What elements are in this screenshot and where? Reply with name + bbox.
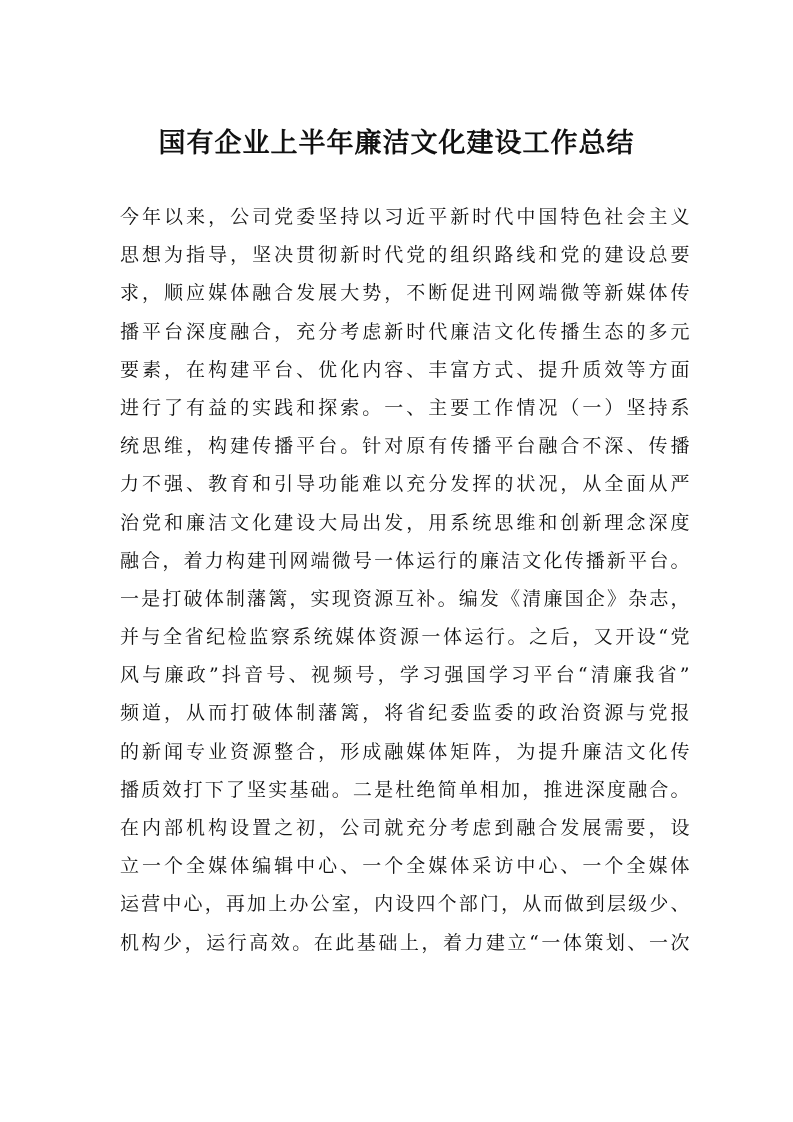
body-line: 进行了有益的实践和探索。一、主要工作情况（一）坚持系 [120,396,690,419]
body-line: 思想为指导，坚决贯彻新时代党的组织路线和党的建设总要 [120,244,690,267]
body-line: 统思维，构建传播平台。针对原有传播平台融合不深、传播 [120,435,690,458]
body-line: 治党和廉洁文化建设大局出发，用系统思维和创新理念深度 [120,511,690,534]
document-body [120,198,690,962]
body-line: 播质效打下了坚实基础。二是杜绝简单相加，推进深度融合。 [120,778,690,801]
body-line: 风与廉政”抖音号、视频号，学习强国学习平台“清廉我省” [120,664,690,687]
body-line: 播平台深度融合，充分考虑新时代廉洁文化传播生态的多元 [120,320,690,343]
body-line: 并与全省纪检监察系统媒体资源一体运行。之后，又开设“党 [120,626,690,649]
body-line: 机构少，运行高效。在此基础上，着力建立“一体策划、一次 [120,931,690,954]
body-line: 运营中心，再加上办公室，内设四个部门，从而做到层级少、 [120,893,690,916]
body-line: 在内部机构设置之初，公司就充分考虑到融合发展需要，设 [120,817,690,839]
body-line: 力不强、教育和引导功能难以充分发挥的状况，从全面从严 [120,473,690,496]
body-line: 融合，着力构建刊网端微号一体运行的廉洁文化传播新平台。 [120,549,690,572]
body-line: 求，顺应媒体融合发展大势，不断促进刊网端微等新媒体传 [120,282,690,305]
body-line: 要素，在构建平台、优化内容、丰富方式、提升质效等方面 [120,358,690,381]
body-line: 今年以来，公司党委坚持以习近平新时代中国特色社会主义 [120,206,690,228]
body-line: 立一个全媒体编辑中心、一个全媒体采访中心、一个全媒体 [120,855,690,878]
body-line: 频道，从而打破体制藩篱，将省纪委监委的政治资源与党报 [120,702,690,725]
document-title: 国有企业上半年廉洁文化建设工作总结 [158,128,635,159]
body-line: 一是打破体制藩篱，实现资源互补。编发《清廉国企》杂志， [120,587,690,610]
body-line: 的新闻专业资源整合，形成融媒体矩阵，为提升廉洁文化传 [120,740,690,763]
